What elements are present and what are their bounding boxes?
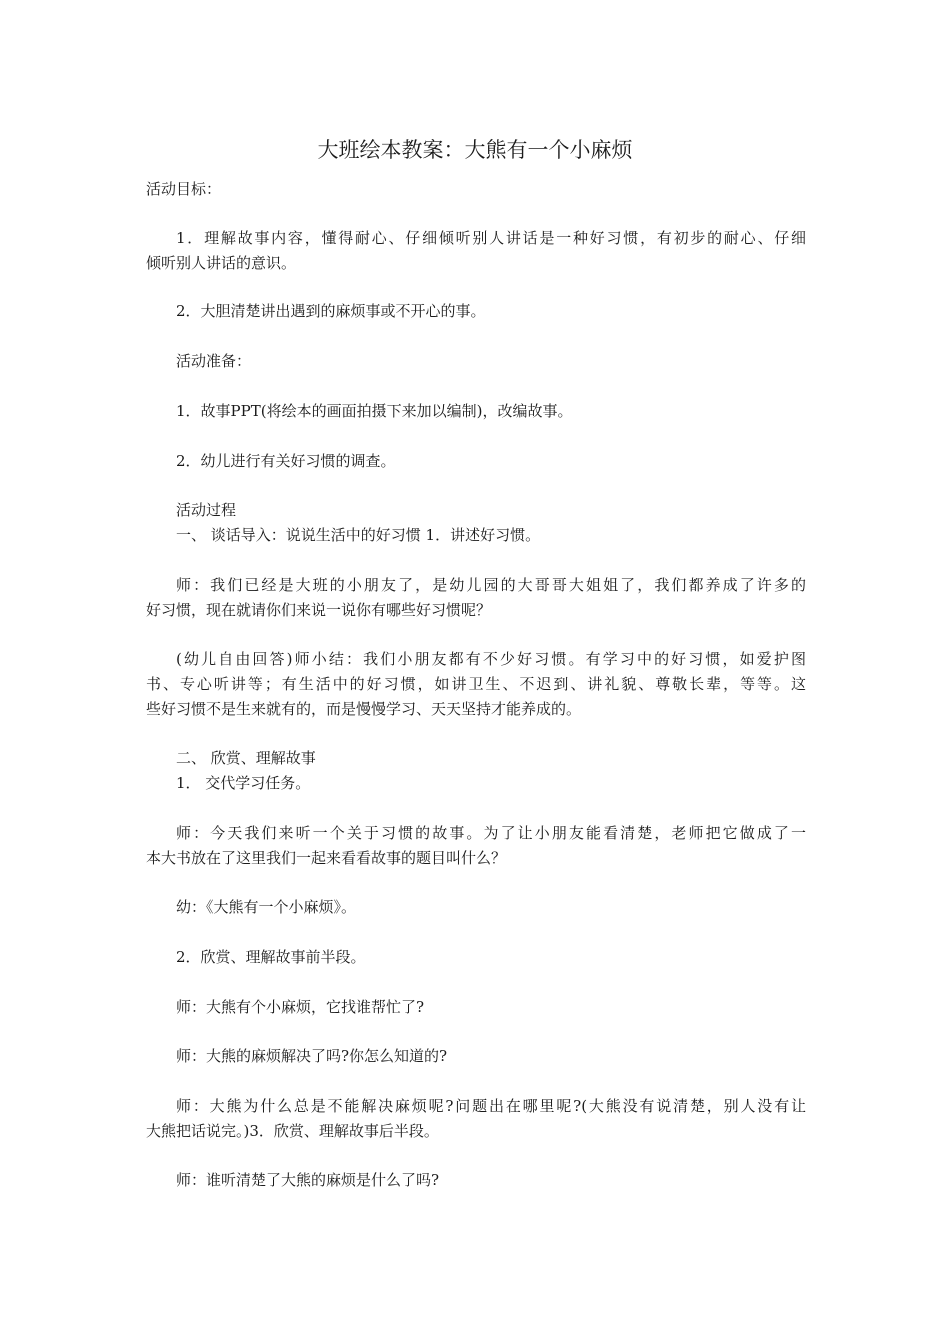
paragraph-line: 二、 欣赏、理解故事 <box>176 749 316 767</box>
paragraph-line: 师：大熊为什么总是不能解决麻烦呢?问题出在哪里呢?(大熊没有说清楚，别人没有让 <box>176 1097 806 1115</box>
paragraph-line: 2．欣赏、理解故事前半段。 <box>176 948 366 966</box>
paragraph-line: 师：谁听清楚了大熊的麻烦是什么了吗? <box>176 1171 440 1189</box>
paragraph-line: 师：大熊有个小麻烦，它找谁帮忙了? <box>176 998 425 1016</box>
paragraph-line: 一、 谈话导入：说说生活中的好习惯 1．讲述好习惯。 <box>176 526 541 544</box>
paragraph-line: 好习惯，现在就请你们来说一说你有哪些好习惯呢？ <box>146 601 492 619</box>
paragraph-line: 1．理解故事内容，懂得耐心、仔细倾听别人讲话是一种好习惯，有初步的耐心、仔细 <box>176 229 806 247</box>
paragraph-line: 大熊把话说完。)3．欣赏、理解故事后半段。 <box>146 1122 439 1140</box>
paragraph-line: 幼：《大熊有一个小麻烦》。 <box>176 898 357 916</box>
paragraph-line: 师：今天我们来听一个关于习惯的故事。为了让小朋友能看清楚，老师把它做成了一 <box>176 824 806 842</box>
paragraph-line: 1．故事PPT(将绘本的画面拍摄下来加以编制)，改编故事。 <box>176 402 573 420</box>
paragraph-line: (幼儿自由回答)师小结：我们小朋友都有不少好习惯。有学习中的好习惯，如爱护图 <box>176 650 806 668</box>
paragraph-line: 师：我们已经是大班的小朋友了，是幼儿园的大哥哥大姐姐了，我们都养成了许多的 <box>176 576 806 594</box>
section-heading-process: 活动过程 <box>176 501 237 519</box>
document-title: 大班绘本教案：大熊有一个小麻烦 <box>317 138 633 162</box>
section-heading-preparation: 活动准备： <box>176 352 252 370</box>
paragraph-line: 2．大胆清楚讲出遇到的麻烦事或不开心的事。 <box>176 302 486 320</box>
section-heading-goals: 活动目标： <box>146 180 222 198</box>
paragraph-line: 倾听别人讲话的意识。 <box>146 254 297 272</box>
paragraph-line: 2．幼儿进行有关好习惯的调查。 <box>176 452 396 470</box>
paragraph-line: 些好习惯不是生来就有的，而是慢慢学习、天天坚持才能养成的。 <box>146 700 582 718</box>
paragraph-line: 师：大熊的麻烦解决了吗?你怎么知道的? <box>176 1047 448 1065</box>
paragraph-line: 本大书放在了这里我们一起来看看故事的题目叫什么？ <box>146 849 507 867</box>
paragraph-line: 1． 交代学习任务。 <box>176 774 311 792</box>
paragraph-line: 书、专心听讲等；有生活中的好习惯，如讲卫生、不迟到、讲礼貌、尊敬长辈，等等。这 <box>146 675 806 693</box>
